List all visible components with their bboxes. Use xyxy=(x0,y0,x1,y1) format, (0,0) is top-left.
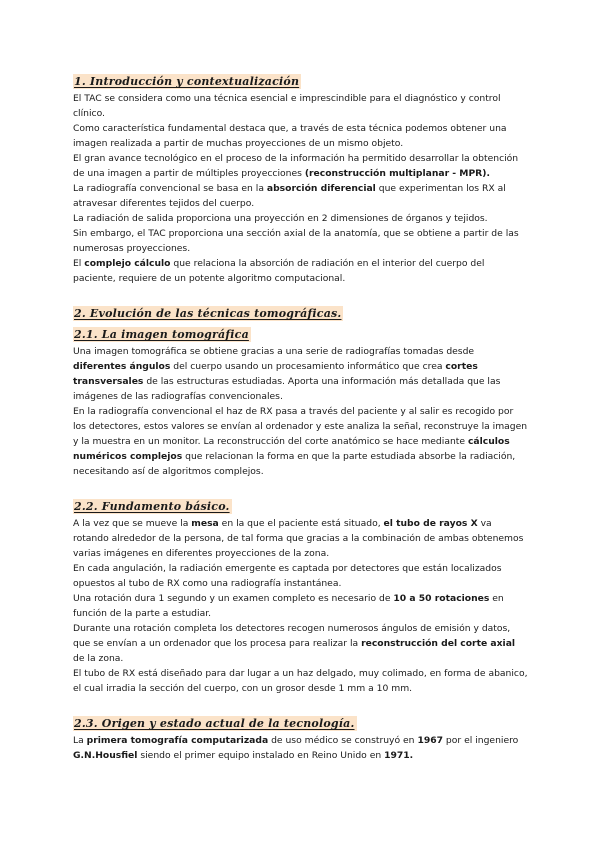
bold-text: 1967 xyxy=(417,735,444,746)
paragraph xyxy=(73,181,528,211)
text-run: del cuerpo usando un procesamiento informático que crea xyxy=(170,361,446,372)
section-heading-2-3: 2.3. Origen y estado actual de la tecnología. xyxy=(74,717,355,730)
bold-text: absorción diferencial xyxy=(266,183,376,194)
text-run: Sin embargo, el TAC proporciona una sección axial de la anatomía, que se obtiene a partir de las numerosas proyecciones. xyxy=(73,228,519,254)
paragraph xyxy=(73,91,528,121)
text-run: La radiación de salida proporciona una proyección en 2 dimensiones de órganos y tejidos. xyxy=(73,213,488,224)
paragraph xyxy=(73,121,528,151)
text-run: El gran avance tecnológico en el proceso de la información ha permitido desarrollar la obtención de una imagen a partir de múltiples proyecciones xyxy=(73,153,519,179)
section-evolucion xyxy=(73,302,528,479)
bold-text: mesa xyxy=(191,518,219,529)
text-run: Durante una rotación completa los detectores recogen numerosos ángulos de emisión y datos, que se envían a un ordenador que los procesa para realizar la xyxy=(73,623,511,649)
paragraph xyxy=(73,591,528,621)
bold-text: complejo cálculo xyxy=(84,258,171,269)
paragraph xyxy=(73,666,528,696)
bold-text: (reconstrucción multiplanar - MPR). xyxy=(304,168,490,179)
text-run: Como característica fundamental destaca que, a través de esta técnica podemos obtener una imagen realizada a partir de muchas proyecciones de un mismo objeto. xyxy=(73,123,507,149)
text-run: A la vez que se mueve la xyxy=(73,518,192,529)
paragraph xyxy=(73,516,528,561)
section-heading-1: 1. Introducción y contextualización xyxy=(74,75,300,88)
text-run: por el ingeniero xyxy=(443,735,519,746)
text-run: El xyxy=(73,258,85,269)
text-run: de la zona. xyxy=(73,653,124,664)
section-origen xyxy=(73,712,528,763)
bold-text: 1971. xyxy=(384,750,414,761)
text-run: La xyxy=(73,735,87,746)
section-2-1-body xyxy=(73,344,528,479)
section-heading-2-1: 2.1. La imagen tomográfica xyxy=(74,328,249,341)
text-run: El TAC se considera como una técnica esencial e imprescindible para el diagnóstico y control clínico. xyxy=(73,93,501,119)
section-fundamento xyxy=(73,495,528,696)
section-1-body xyxy=(73,91,528,286)
section-2-2-body xyxy=(73,516,528,696)
text-run: de uso médico se construyó en xyxy=(268,735,418,746)
paragraph xyxy=(73,621,528,666)
section-introduccion xyxy=(73,70,528,286)
paragraph xyxy=(73,151,528,181)
text-run: de las estructuras estudiadas. Aporta una información más detallada que las imágenes de las radiografías convencionales. xyxy=(73,376,501,402)
text-run: En la radiografía convencional el haz de RX pasa a través del paciente y al salir es recogido por los detectores, estos valores se envían al ordenador y este analiza la señal, reconstruye la imagen y la muestra en un monitor. La reconstrucción del corte anatómico se hace mediante xyxy=(73,406,528,447)
text-run: en función de la parte a estudiar. xyxy=(73,593,504,619)
paragraph xyxy=(73,733,528,763)
section-heading-2-2: 2.2. Fundamento básico. xyxy=(74,500,230,513)
text-run: que experimentan los RX al atravesar diferentes tejidos del cuerpo. xyxy=(73,183,506,209)
bold-text: cálculos numéricos complejos xyxy=(73,436,510,462)
paragraph xyxy=(73,211,528,226)
bold-text: el tubo de rayos X xyxy=(383,518,478,529)
bold-text: reconstrucción del corte axial xyxy=(361,638,516,649)
section-2-3-body xyxy=(73,733,528,763)
paragraph xyxy=(73,404,528,479)
bold-text: cortes transversales xyxy=(73,361,478,387)
bold-text: 10 a 50 rotaciones xyxy=(393,593,490,604)
text-run: El tubo de RX está diseñado para dar lugar a un haz delgado, muy colimado, en forma de abanico, el cual irradia la sección del cuerpo, con un grosor desde 1 mm a 10 mm. xyxy=(73,668,528,694)
document-page xyxy=(73,70,528,763)
paragraph xyxy=(73,344,528,404)
bold-text: diferentes ángulos xyxy=(73,361,171,372)
bold-text: G.N.Housfiel xyxy=(73,750,138,761)
text-run: en la que el paciente está situado, xyxy=(218,518,384,529)
text-run: va rotando alrededor de la persona, de tal forma que gracias a la combinación de ambas obtenemos varias imágenes en diferentes proyecciones de la zona. xyxy=(73,518,524,559)
paragraph xyxy=(73,226,528,256)
bold-text: primera tomografía computarizada xyxy=(86,735,269,746)
text-run: siendo el primer equipo instalado en Reino Unido en xyxy=(137,750,385,761)
paragraph xyxy=(73,561,528,591)
section-heading-2: 2. Evolución de las técnicas tomográficas. xyxy=(74,307,342,320)
text-run: Una rotación dura 1 segundo y un examen completo es necesario de xyxy=(73,593,394,604)
text-run: que relacionan la forma en que la parte estudiada absorbe la radiación, necesitando así de algoritmos complejos. xyxy=(73,451,516,477)
paragraph xyxy=(73,256,528,286)
text-run: La radiografía convencional se basa en la xyxy=(73,183,267,194)
text-run: En cada angulación, la radiación emergente es captada por detectores que están localizados opuestos al tubo de RX como una radiografía instantánea. xyxy=(73,563,502,589)
text-run: Una imagen tomográfica se obtiene gracias a una serie de radiografías tomadas desde xyxy=(73,346,475,357)
text-run: que relaciona la absorción de radiación en el interior del cuerpo del paciente, requiere de un potente algoritmo computacional. xyxy=(73,258,485,284)
